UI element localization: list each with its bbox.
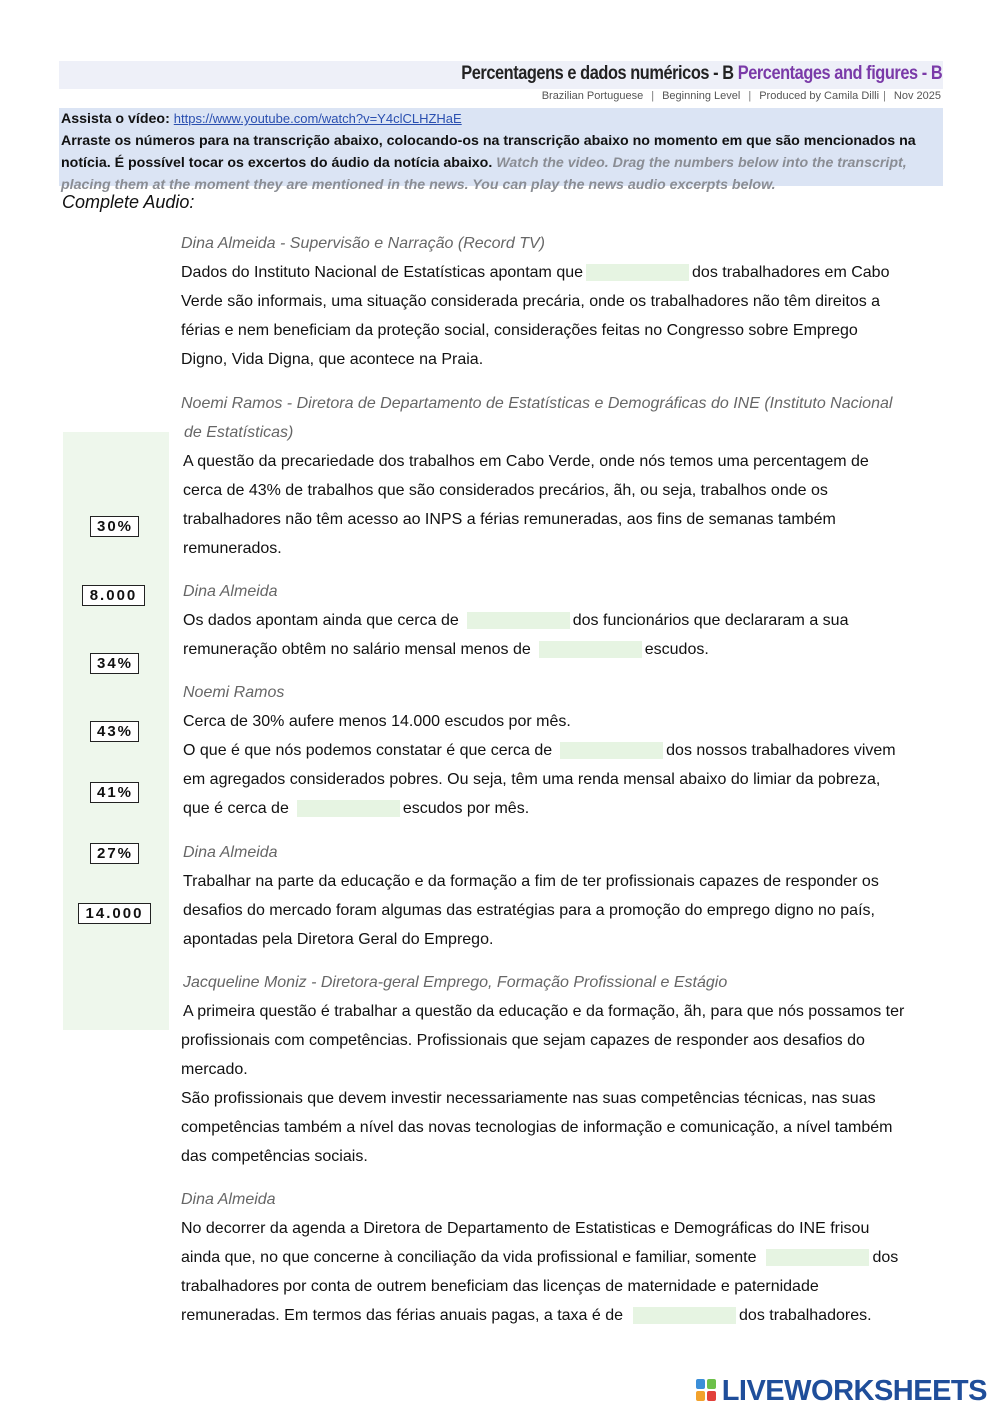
text-segment: Cerca de 30% aufere menos 14.000 escudos por mês. (183, 713, 571, 730)
speaker-label: Dina Almeida - Supervisão e Narração (Record TV) (181, 235, 545, 252)
text-segment: dos nossos trabalhadores vivem (666, 742, 896, 759)
worksheet-meta: Brazilian Portuguese | Beginning Level | Produced by Camila Dilli | Nov 2025 (541, 90, 941, 102)
text-segment: dos trabalhadores. (739, 1307, 872, 1324)
drop-blank[interactable] (560, 742, 663, 759)
text-segment: desafios do mercado foram algumas das estratégias para a promoção do emprego digno no país, (183, 902, 875, 919)
instructions-box (59, 108, 943, 193)
drop-blank[interactable] (766, 1249, 869, 1266)
text-segment: férias e nem beneficiam da proteção social, considerações feitas no Congresso sobre Emprego (181, 322, 858, 339)
text-segment: dos (872, 1249, 899, 1266)
drop-blank[interactable] (467, 612, 570, 629)
text-segment: apontadas pela Diretora Geral do Emprego. (183, 931, 494, 948)
chip-43-percent[interactable]: 43% (90, 721, 139, 742)
text-segment: Os dados apontam ainda que cerca de (183, 612, 459, 629)
transcript-paragraph (183, 447, 869, 563)
text-segment: A primeira questão é trabalhar a questão da educação e da formação, ãh, para que nós possamos ter (183, 1003, 905, 1020)
speaker-label: Dina Almeida (183, 583, 278, 600)
transcript-paragraph (183, 606, 848, 664)
text-segment: dos trabalhadores em Cabo (692, 264, 890, 281)
text-segment: Dados do Instituto Nacional de Estatísticas apontam que (181, 264, 584, 281)
chip-41-percent[interactable]: 41% (90, 782, 139, 803)
liveworksheets-logo-icon (696, 1379, 718, 1403)
logo-text: LIVEWORKSHEETS (721, 1374, 987, 1407)
transcript-paragraph (183, 867, 879, 954)
instructions-pt: Arraste os números para na transcrição abaixo, colocando-os na transcrição abaixo no momento em que são mencionados na notícia. É possível tocar os excertos do áudio da notícia abaixo. (61, 133, 916, 171)
text-segment: mercado. (181, 1061, 248, 1078)
text-segment: competências também a nível das novas tecnologias de informação e comunicação, a nível também (181, 1119, 893, 1136)
text-segment: em agregados considerados pobres. Ou seja, têm uma renda mensal abaixo do limiar da pobreza, (183, 771, 881, 788)
text-segment: Verde são informais, uma situação considerada precária, onde os trabalhadores não têm direitos a (181, 293, 881, 310)
speaker-label (181, 389, 892, 447)
speaker-label: Noemi Ramos (183, 684, 285, 701)
chip-34-percent[interactable]: 34% (90, 653, 139, 674)
text-segment: São profissionais que devem investir necessariamente nas suas competências técnicas, nas suas (181, 1090, 876, 1107)
producer-label: Produced by Camila Dilli (759, 90, 880, 102)
liveworksheets-logo (696, 1376, 987, 1406)
chip-30-percent[interactable]: 30% (90, 516, 139, 537)
drop-blank[interactable] (539, 641, 642, 658)
level-label: Beginning Level (662, 90, 741, 102)
transcript-paragraph (183, 707, 896, 823)
speaker-label: Dina Almeida (181, 1191, 276, 1208)
title-portuguese: Percentagens e dados numéricos - B (461, 63, 734, 84)
text-segment: cerca de 43% de trabalhos que são considerados precários, ãh, ou seja, trabalhos onde os (183, 482, 828, 499)
transcript-paragraph (181, 997, 904, 1171)
text-segment: remunerados. (183, 540, 282, 557)
drop-blank[interactable] (633, 1307, 736, 1324)
speaker-label: Jacqueline Moniz - Diretora-geral Emprego, Formação Profissional e Estágio (183, 974, 728, 991)
text-segment: escudos. (644, 641, 709, 658)
text-segment: profissionais com competências. Profissionais que sejam capazes de responder aos desafios do (181, 1032, 865, 1049)
text-segment: dos funcionários que declararam a sua (572, 612, 849, 629)
date-label: Nov 2025 (893, 90, 941, 102)
drop-blank[interactable] (586, 264, 689, 281)
text-segment: das competências sociais. (181, 1148, 368, 1165)
chip-8000[interactable]: 8.000 (82, 585, 145, 606)
transcript-paragraph (181, 258, 889, 374)
text-segment: ainda que, no que concerne à conciliação da vida profissional e familiar, somente (181, 1249, 757, 1266)
text-segment: No decorrer da agenda a Diretora de Departamento de Estatisticas e Demográficas do INE frisou (181, 1220, 870, 1237)
transcript-paragraph (181, 1214, 898, 1330)
text-segment: trabalhadores por conta de outrem beneficiam das licenças de maternidade e paternidade (181, 1278, 819, 1295)
worksheet-title (461, 63, 942, 85)
text-segment: que é cerca de (183, 800, 289, 817)
instructions-en: Watch the video. Drag the numbers below into the transcript, placing them at the moment they are mentioned in the news. You can play the news audio excerpts below. (61, 155, 907, 193)
video-link[interactable]: https://www.youtube.com/watch?v=Y4clCLHZHaE (173, 111, 462, 126)
text-segment: escudos por mês. (402, 800, 530, 817)
text-segment: A questão da precariedade dos trabalhos em Cabo Verde, onde nós temos uma percentagem de (183, 453, 869, 470)
title-english: Percentages and figures - B (737, 63, 942, 84)
text-segment: Digno, Vida Digna, que acontece na Praia. (181, 351, 484, 368)
chip-14000[interactable]: 14.000 (78, 903, 151, 924)
speaker-label: Dina Almeida (183, 844, 278, 861)
drop-blank[interactable] (297, 800, 400, 817)
text-segment: remuneração obtêm no salário mensal menos de (183, 641, 531, 658)
text-segment: Trabalhar na parte da educação e da formação a fim de ter profissionais capazes de responder os (183, 873, 879, 890)
complete-audio-label[interactable]: Complete Audio: (62, 192, 195, 212)
text-segment: O que é que nós podemos constatar é que cerca de (183, 742, 553, 759)
text-segment: Noemi Ramos - Diretora de Departamento de Estatísticas e Demográficas do INE (Instituto Nacional (181, 395, 893, 412)
video-label: Assista o vídeo: (61, 111, 170, 127)
text-segment: de Estatísticas) (184, 424, 294, 441)
language-label: Brazilian Portuguese (541, 90, 644, 102)
text-segment: remuneradas. Em termos das férias anuais pagas, a taxa é de (181, 1307, 624, 1324)
text-segment: trabalhadores não têm acesso ao INPS a férias remuneradas, aos fins de semanas também (183, 511, 836, 528)
chip-27-percent[interactable]: 27% (90, 843, 139, 864)
